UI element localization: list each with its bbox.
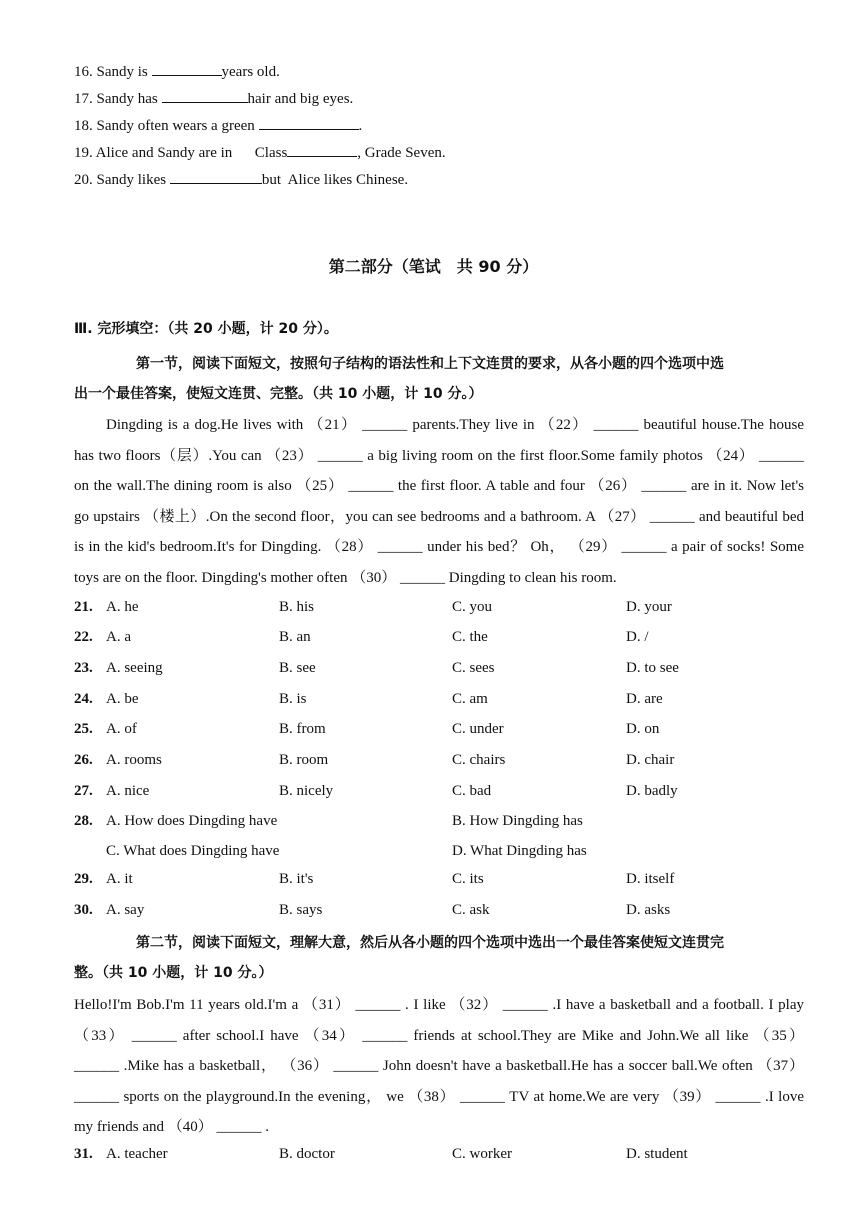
fill-item-text: 19. Alice and Sandy are in Class [74, 145, 288, 161]
option-d: D. chair [626, 752, 675, 768]
question-number: 21. [74, 599, 93, 615]
option-a: A. How does Dingding have [106, 813, 278, 829]
option-a: A. nice [106, 783, 150, 799]
passage-2 [74, 990, 804, 1143]
question-number: 22. [74, 629, 93, 645]
instruction-line: 第一节，阅读下面短文，按照句子结构的语法性和上下文连贯的要求，从各小题的四个选项中选 [136, 356, 724, 372]
answer-blank [259, 115, 359, 130]
section-heading: Ⅲ. 完形填空：（共 20 小题，计 20 分）。 [74, 321, 338, 337]
question-number: 24. [74, 691, 93, 707]
option-a: A. it [106, 871, 133, 887]
option-a: A. rooms [106, 752, 162, 768]
part-title: 第二部分（笔试 共 90 分） [328, 257, 539, 276]
option-c: C. bad [452, 783, 492, 799]
option-d: D. to see [626, 660, 679, 676]
option-b: B. his [279, 599, 315, 615]
option-c: C. its [452, 871, 484, 887]
option-b: B. see [279, 660, 316, 676]
answer-blank [287, 142, 357, 157]
option-a: A. seeing [106, 660, 163, 676]
fill-item-19 [74, 142, 446, 162]
option-c: C. am [452, 691, 488, 707]
passage-line: is in the kid's bedroom.It's for Dingding. （28） ______ under his bed？ Oh， （29） ______ a pair of socks! Some [74, 539, 804, 555]
passage-line: go upstairs （楼上）.On the second floor，you can see bedrooms and a bathroom. A （27） ______ and beautiful bed [74, 508, 804, 525]
option-b: B. room [279, 752, 329, 768]
section1-instructions [74, 349, 802, 409]
option-c: C. What does Dingding have [106, 843, 280, 859]
passage-line: ______ .Mike has a basketball， （36） ______ John doesn't have a basketball.He has a soccer ball.We often （37） [74, 1058, 804, 1074]
option-d: D. on [626, 721, 660, 737]
fill-item-text: 16. Sandy is [74, 64, 152, 80]
option-b: B. doctor [279, 1146, 335, 1162]
fill-item-text: years old. [221, 64, 280, 80]
option-b: B. says [279, 902, 323, 918]
option-c: C. under [452, 721, 504, 737]
fill-item-text: . [358, 118, 363, 134]
instruction-line: 第二节，阅读下面短文，理解大意，然后从各小题的四个选项中选出一个最佳答案使短文连贯完 [136, 935, 724, 951]
option-d: D. badly [626, 783, 678, 799]
instruction-line: 出一个最佳答案，使短文连贯、完整。（共 10 小题，计 10 分。） [74, 386, 483, 402]
passage-line: Hello!I'm Bob.I'm 11 years old.I'm a （31） ______ . I like （32） ______ .I have a basketball and a football. I play [74, 997, 804, 1013]
option-d: D. itself [626, 871, 675, 887]
option-a: A. a [106, 629, 131, 645]
option-b: B. an [279, 629, 311, 645]
section2-instructions [74, 928, 802, 988]
fill-item-text: 17. Sandy has [74, 91, 162, 107]
answer-blank [170, 169, 262, 184]
option-a: A. of [106, 721, 137, 737]
passage-line: on the wall.The dining room is also （25） ______ the first floor. A table and four （26） ______ are in it. Now let's [74, 478, 804, 494]
question-number: 30. [74, 902, 93, 918]
question-number: 25. [74, 721, 93, 737]
option-d: D. student [626, 1146, 688, 1162]
fill-item-text: but Alice likes Chinese. [261, 172, 409, 188]
option-b: B. from [279, 721, 326, 737]
question-number: 27. [74, 783, 93, 799]
question-number: 29. [74, 871, 93, 887]
option-c: C. chairs [452, 752, 506, 768]
passage-line: （33） ______ after school.I have （34） ______ friends at school.They are Mike and John.We all like （35） [74, 1027, 804, 1044]
option-c: C. you [452, 599, 493, 615]
option-b: B. How Dingding has [452, 813, 583, 829]
answer-blank [162, 88, 248, 103]
fill-item-16 [74, 61, 280, 81]
passage-line: my friends and （40） ______ . [74, 1119, 269, 1135]
question-number: 31. [74, 1146, 93, 1162]
option-b: B. nicely [279, 783, 334, 799]
option-a: A. teacher [106, 1146, 168, 1162]
passage-line: ______ sports on the playground.In the evening， we （38） ______ TV at home.We are very （39） ______ .I love [74, 1088, 804, 1105]
option-d: D. What Dingding has [452, 843, 587, 859]
question-number: 28. [74, 813, 93, 829]
fill-item-text: hair and big eyes. [247, 91, 354, 107]
option-c: C. worker [452, 1146, 512, 1162]
option-a: A. he [106, 599, 139, 615]
fill-item-18 [74, 115, 362, 135]
answer-blank [152, 61, 222, 76]
option-d: D. / [626, 629, 649, 645]
option-d: D. your [626, 599, 672, 615]
passage-line: has two floors（层）.You can （23） ______ a big living room on the first floor.Some family photos （24） ______ [74, 447, 804, 464]
passage-line: Dingding is a dog.He lives with （21） ______ parents.They live in （22） ______ beautiful house.The house [106, 417, 804, 433]
option-d: D. asks [626, 902, 671, 918]
option-c: C. sees [452, 660, 495, 676]
question-number: 26. [74, 752, 93, 768]
instruction-line: 整。（共 10 小题，计 10 分。） [74, 965, 273, 981]
fill-item-text: 18. Sandy often wears a green [74, 118, 259, 134]
option-c: C. ask [452, 902, 490, 918]
option-b: B. is [279, 691, 307, 707]
option-a: A. be [106, 691, 139, 707]
option-c: C. the [452, 629, 488, 645]
fill-item-17 [74, 88, 353, 108]
option-d: D. are [626, 691, 663, 707]
fill-item-20 [74, 169, 408, 189]
option-b: B. it's [279, 871, 314, 887]
question-number: 23. [74, 660, 93, 676]
option-a: A. say [106, 902, 145, 918]
fill-item-text: 20. Sandy likes [74, 172, 170, 188]
fill-item-text: , Grade Seven. [357, 145, 446, 161]
passage-1 [74, 410, 804, 593]
passage-line: toys are on the floor. Dingding's mother often （30） ______ Dingding to clean his room. [74, 569, 617, 586]
